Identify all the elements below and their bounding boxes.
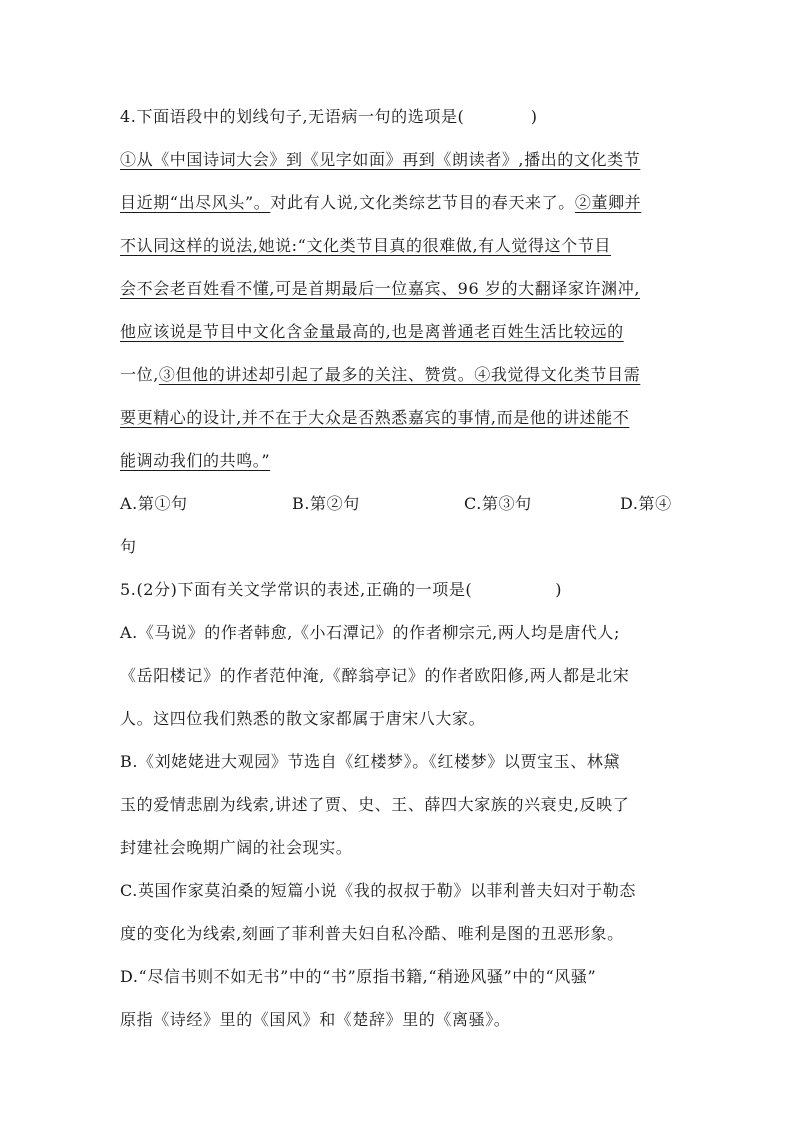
- q4-option-d-wrap: 句: [120, 537, 137, 556]
- question-4-stem: 4.下面语段中的划线句子,无语病一句的选项是( ): [120, 107, 538, 126]
- q5-line-9: D.“尽信书则不如无书”中的“书”原指书籍,“稍逊风骚”中的“风骚”: [120, 967, 597, 986]
- q4-option-a: A.第①句: [120, 494, 188, 513]
- q5-line-6: 封建社会晚期广阔的社会现实。: [120, 838, 353, 857]
- q5-line-7: C.英国作家莫泊桑的短篇小说《我的叔叔于勒》以菲利普夫妇对于勒态: [120, 881, 636, 900]
- q5-line-1: A.《马说》的作者韩愈,《小石潭记》的作者柳宗元,两人均是唐代人;: [120, 623, 621, 642]
- q5-line-4: B.《刘姥姥进大观园》节选自《红楼梦》。《红楼梦》以贾宝玉、林黛: [120, 752, 621, 771]
- q4-option-d: D.第④: [620, 494, 672, 513]
- q5-line-10: 原指《诗经》里的《国风》和《楚辞》里的《离骚》。: [120, 1010, 511, 1029]
- q5-line-3: 人。这四位我们熟悉的散文家都属于唐宋八大家。: [120, 709, 486, 728]
- q5-line-5: 玉的爱情悲剧为线索,讲述了贾、史、王、薛四大家族的兴衰史,反映了: [120, 795, 630, 814]
- passage-line-3: 不认同这样的说法,她说:“文化类节目真的很难做,有人觉得这个节目: [120, 236, 611, 255]
- passage-line-6: [120, 365, 640, 385]
- passage-line-5: 他应该说是节目中文化含金量最高的,也是离普通老百姓生活比较远的: [120, 322, 624, 341]
- passage-line-2-underlined-a: 目近期“出尽风头”。: [120, 193, 271, 212]
- q5-line-2: 《岳阳楼记》的作者范仲淹,《醉翁亭记》的作者欧阳修,两人都是北宋: [120, 666, 630, 685]
- passage-line-1: ①从《中国诗词大会》到《见字如面》再到《朗读者》,播出的文化类节: [120, 150, 641, 169]
- passage-line-2-plain: 对此有人说,文化类综艺节目的春天来了。: [270, 193, 575, 212]
- passage-line-2-underlined-b: ②董卿并: [574, 193, 642, 212]
- passage-line-2: [120, 193, 641, 213]
- passage-line-6-underlined: ③但他的讲述却引起了最多的关注、赞赏。④我觉得文化类节目需: [158, 365, 641, 384]
- q4-option-b: B.第②句: [292, 494, 360, 513]
- q5-line-8: 度的变化为线索,刻画了菲利普夫妇自私冷酷、唯利是图的丑恶形象。: [120, 924, 624, 943]
- passage-line-7: 要更精心的设计,并不在于大众是否熟悉嘉宾的事情,而是他的讲述能不: [120, 408, 630, 427]
- passage-line-8: 能调动我们的共鸣。”: [120, 451, 271, 470]
- passage-line-4: 会不会老百姓看不懂,可是首期最后一位嘉宾、96 岁的大翻译家许渊冲,: [120, 279, 641, 298]
- passage-line-6-plain: 一位,: [120, 365, 159, 384]
- q4-option-c: C.第③句: [464, 494, 532, 513]
- question-5-stem: 5.(2分)下面有关文学常识的表述,正确的一项是( ): [120, 580, 563, 599]
